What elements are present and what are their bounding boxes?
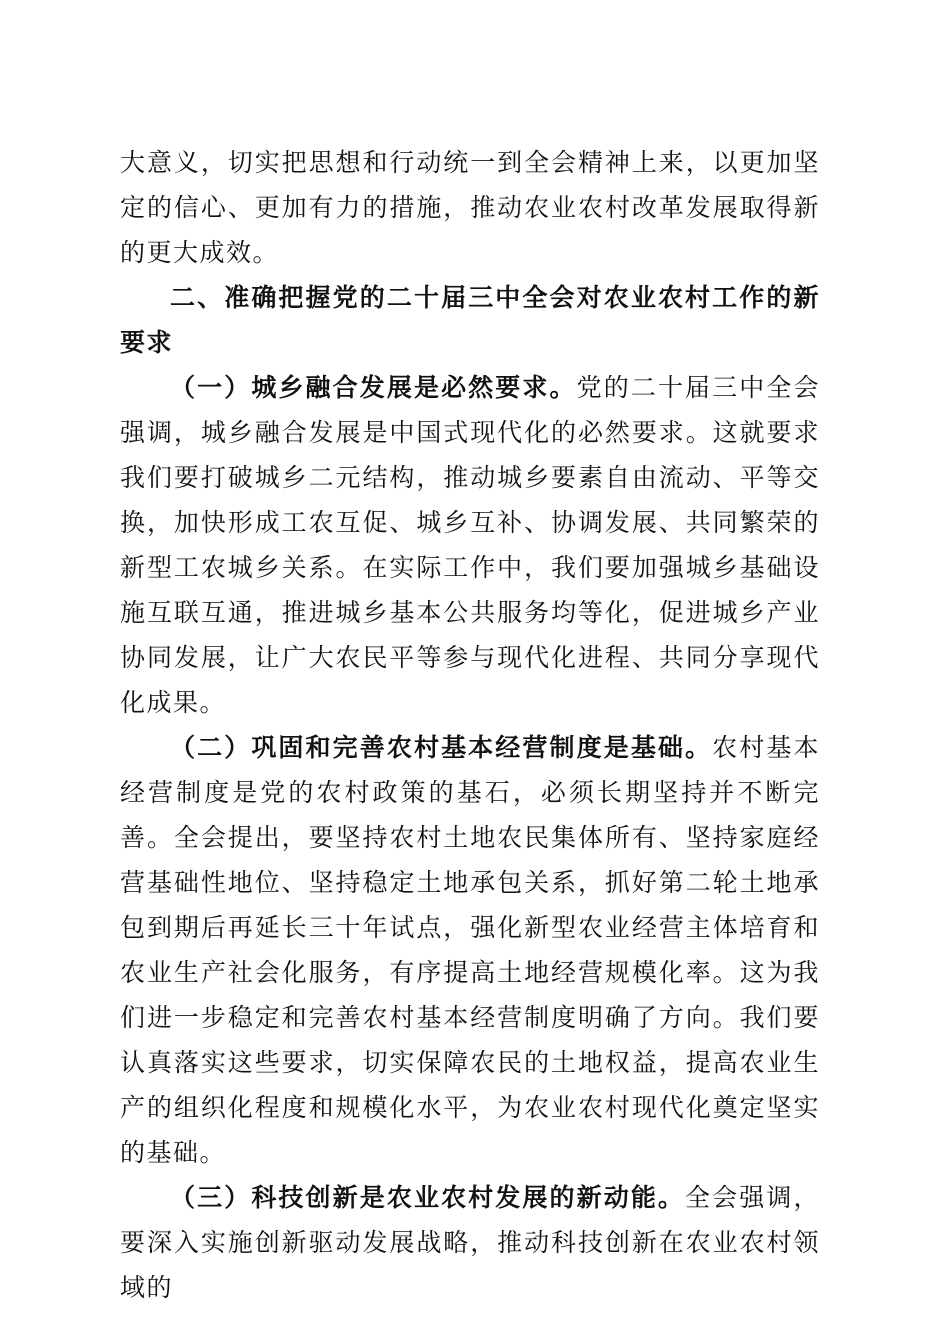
subsection-title-3: （三）科技创新是农业农村发展的新动能。 (170, 1183, 686, 1212)
continuation-paragraph: 大意义，切实把思想和行动统一到全会精神上来，以更加坚定的信心、更加有力的措施，推动农业农村改革发展取得新的更大成效。 (120, 148, 820, 267)
subsection-paragraph-2 (120, 725, 820, 1175)
subsection-paragraph-1 (120, 365, 820, 725)
section-heading: 二、准确把握党的二十届三中全会对农业农村工作的新要求 (120, 283, 820, 357)
subsection-title-1: （一）城乡融合发展是必然要求。 (170, 373, 577, 402)
subsection-body-1: 党的二十届三中全会强调，城乡融合发展是中国式现代化的必然要求。这就要求我们要打破城乡二元结构，推动城乡要素自由流动、平等交换，加快形成工农互促、城乡互补、协调发展、共同繁荣的新型工农城乡关系。在实际工作中，我们要加强城乡基础设施互联互通，推进城乡基本公共服务均等化，促进城乡产业协同发展，让广大农民平等参与现代化进程、共同分享现代化成果。 (120, 373, 820, 717)
document-body (120, 140, 820, 1310)
subsection-paragraph-3 (120, 1175, 820, 1310)
subsection-body-2: 农村基本经营制度是党的农村政策的基石，必须长期坚持并不断完善。全会提出，要坚持农村土地农民集体所有、坚持家庭经营基础性地位、坚持稳定土地承包关系，抓好第二轮土地承包到期后再延长三十年试点，强化新型农业经营主体培育和农业生产社会化服务，有序提高土地经营规模化率。这为我们进一步稳定和完善农村基本经营制度明确了方向。我们要认真落实这些要求，切实保障农民的土地权益，提高农业生产的组织化程度和规模化水平，为农业农村现代化奠定坚实的基础。 (120, 733, 820, 1167)
subsection-body-3: 全会强调，要深入实施创新驱动发展战略，推动科技创新在农业农村领域的 (120, 1183, 820, 1302)
subsection-title-2: （二）巩固和完善农村基本经营制度是基础。 (170, 733, 713, 762)
